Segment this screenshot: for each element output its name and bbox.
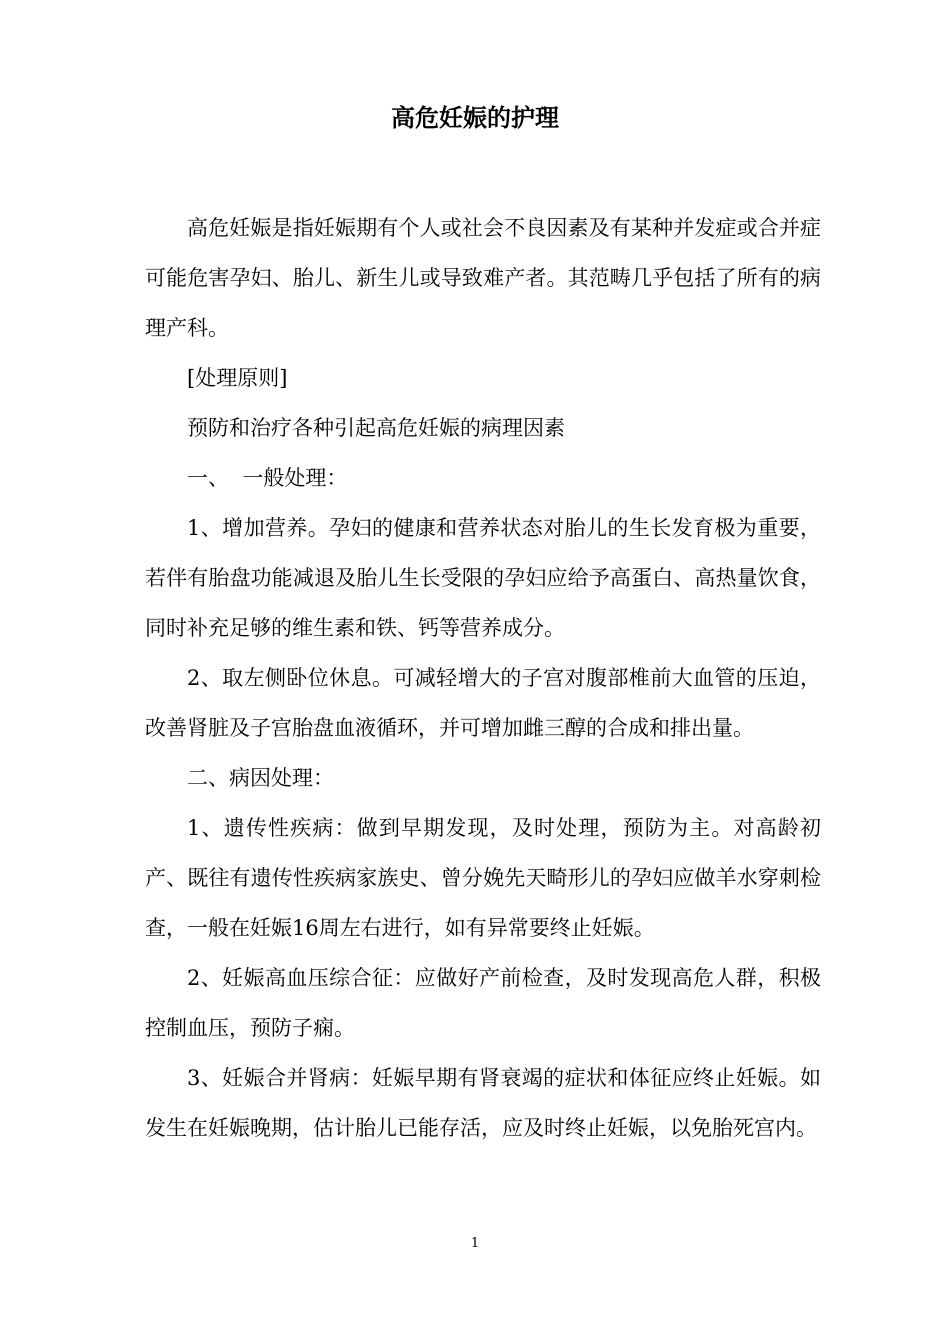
paragraph-nutrition: 1、增加营养。孕妇的健康和营养状态对胎儿的生长发育极为重要，若伴有胎盘功能减退及胎儿生长受限的孕妇应给予高蛋白、高热量饮食，同时补充足够的维生素和铁、钙等营养成分。 <box>145 516 821 640</box>
paragraph-rest: 2、取左侧卧位休息。可减轻增大的子宫对腹部椎前大血管的压迫，改善肾脏及子宫胎盘血液循环，并可增加雌三醇的合成和排出量。 <box>145 666 821 740</box>
section-heading-principles: [处理原则] <box>187 366 288 390</box>
paragraph-hypertension: 2、妊娠高血压综合征：应做好产前检查，及时发现高危人群，积极控制血压，预防子痫。 <box>145 966 821 1040</box>
document-title: 高危妊娠的护理 <box>391 104 559 132</box>
paragraph-definition: 高危妊娠是指妊娠期有个人或社会不良因素及有某种并发症或合并症可能危害孕妇、胎儿、新生儿或导致难产者。其范畴几乎包括了所有的病理产科。 <box>145 216 821 340</box>
paragraph-genetic: 1、遗传性疾病：做到早期发现，及时处理，预防为主。对高龄初产、既往有遗传性疾病家族史、曾分娩先天畸形儿的孕妇应做羊水穿刺检查，一般在妊娠16周左右进行，如有异常要终止妊娠。 <box>145 816 821 940</box>
document-body <box>145 203 821 1153</box>
paragraph-principle: 预防和治疗各种引起高危妊娠的病理因素 <box>187 416 565 440</box>
page-number: 1 <box>470 1236 480 1251</box>
section-heading-general: 一、 一般处理： <box>187 466 348 490</box>
paragraph-nephropathy: 3、妊娠合并肾病：妊娠早期有肾衰竭的症状和体征应终止妊娠。如发生在妊娠晚期，估计胎儿已能存活，应及时终止妊娠，以免胎死宫内。 <box>145 1066 821 1140</box>
section-heading-etiology: 二、病因处理： <box>187 766 334 790</box>
